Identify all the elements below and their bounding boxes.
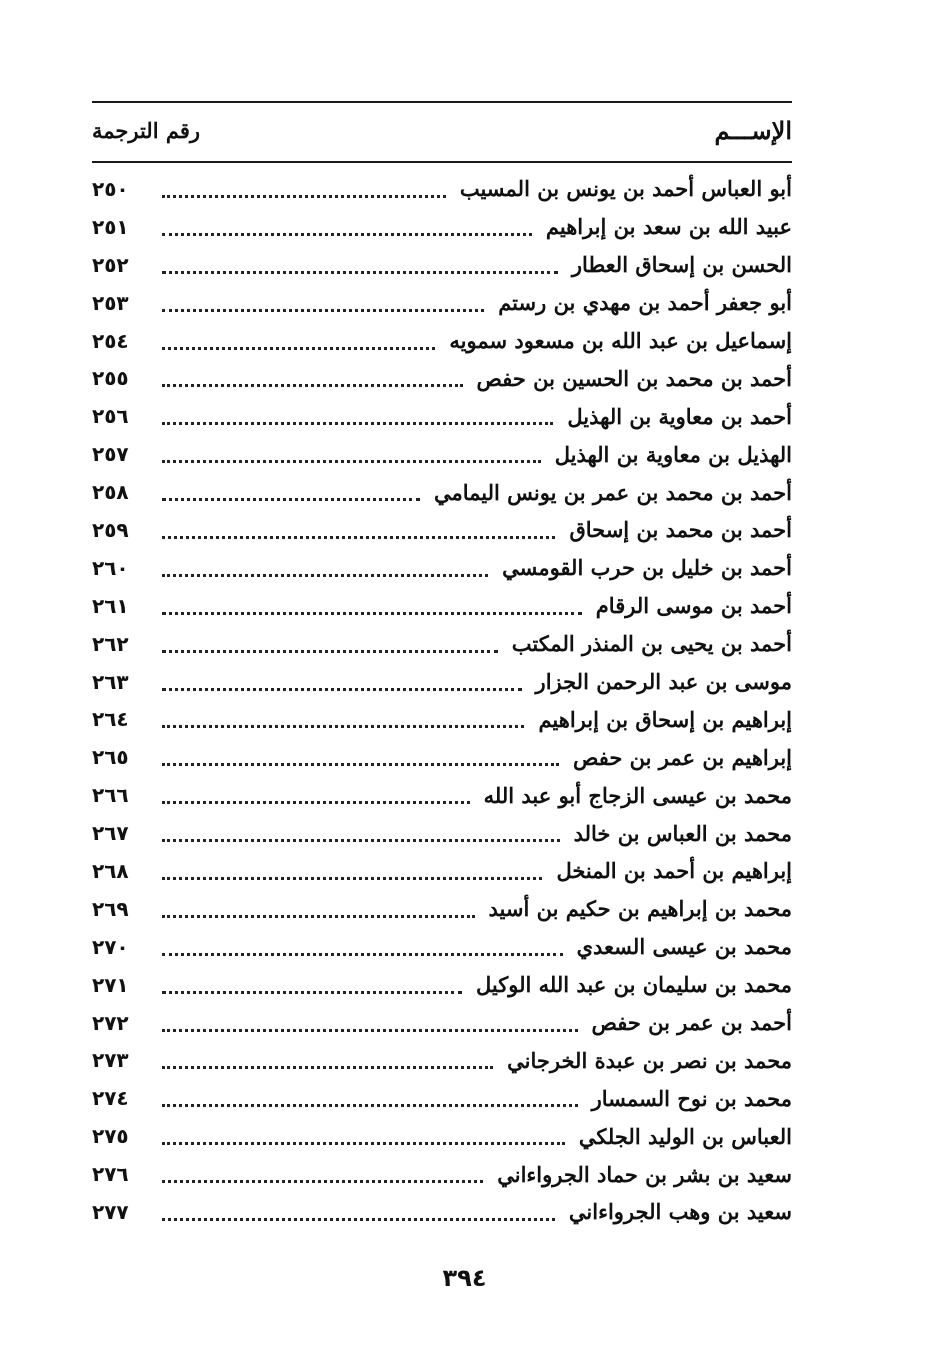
dot-leader	[162, 1159, 483, 1183]
entry-number: ٢٧٧	[92, 1199, 129, 1224]
entry-name: الحسن بن إسحاق العطار	[571, 252, 792, 278]
dot-leader	[162, 932, 563, 956]
list-item	[92, 284, 792, 322]
table-header	[92, 116, 792, 150]
entry-name: أحمد بن محمد بن عمر بن يونس اليمامي	[433, 479, 792, 505]
list-item	[92, 1004, 792, 1042]
entry-number: ٢٦٤	[92, 707, 129, 732]
entry-number: ٢٧٦	[92, 1162, 129, 1187]
number-column-heading: رقم الترجمة	[92, 118, 201, 143]
entry-name: أبو العباس أحمد بن يونس بن المسيب	[459, 176, 792, 202]
entry-name: العباس بن الوليد الجلكي	[578, 1123, 792, 1149]
entry-number: ٢٦٩	[92, 896, 129, 921]
list-item	[92, 359, 792, 397]
entry-number: ٢٦٧	[92, 821, 129, 846]
index-list	[92, 170, 792, 1231]
dot-leader	[162, 288, 484, 312]
dot-leader	[162, 553, 488, 577]
dot-leader	[162, 667, 522, 691]
entry-name: سعيد بن وهب الجرواءاني	[568, 1199, 792, 1225]
dot-leader	[162, 174, 446, 198]
entry-number: ٢٦٦	[92, 783, 129, 808]
entry-number: ٢٥٩	[92, 517, 129, 542]
entry-number: ٢٥٧	[92, 442, 129, 467]
entry-name: محمد بن عيسى الزجاج أبو عبد الله	[483, 782, 792, 808]
dot-leader	[162, 894, 475, 918]
list-item	[92, 246, 792, 284]
dot-leader	[162, 1083, 578, 1107]
list-item	[92, 852, 792, 890]
entry-name: الهذيل بن معاوية بن الهذيل	[554, 441, 792, 467]
list-item	[92, 435, 792, 473]
entry-name: أحمد بن موسى الرقام	[595, 593, 792, 619]
dot-leader	[162, 439, 541, 463]
entry-name: إسماعيل بن عبد الله بن مسعود سمويه	[449, 328, 792, 353]
dot-leader	[162, 250, 558, 274]
entry-name: إبراهيم بن عمر بن حفص	[573, 744, 792, 770]
entry-number: ٢٥٦	[92, 404, 129, 429]
entry-number: ٢٥٥	[92, 366, 129, 391]
list-item	[92, 170, 792, 208]
top-rule	[92, 101, 792, 103]
entry-name: محمد بن سليمان بن عبد الله الوكيل	[476, 972, 792, 998]
list-item	[92, 1117, 792, 1155]
list-item	[92, 1193, 792, 1231]
entry-name: محمد بن نوح السمسار	[591, 1085, 792, 1111]
list-item	[92, 700, 792, 738]
entry-number: ٢٧٢	[92, 1010, 129, 1035]
list-item	[92, 738, 792, 776]
list-item	[92, 625, 792, 663]
dot-leader	[162, 970, 462, 994]
dot-leader	[162, 856, 542, 880]
entry-number: ٢٦٢	[92, 631, 129, 656]
entry-name: محمد بن نصر بن عبدة الخرجاني	[507, 1047, 792, 1073]
entry-name: أحمد بن عمر بن حفص	[591, 1010, 792, 1036]
entry-number: ٢٦١	[92, 593, 129, 618]
entry-number: ٢٦٠	[92, 555, 129, 580]
dot-leader	[162, 326, 435, 350]
list-item	[92, 1041, 792, 1079]
dot-leader	[162, 1197, 555, 1221]
list-item	[92, 511, 792, 549]
list-item	[92, 208, 792, 246]
list-item	[92, 322, 792, 360]
dot-leader	[162, 742, 559, 766]
page-number: ٣٩٤	[442, 1264, 487, 1292]
dot-leader	[162, 1121, 565, 1145]
entry-name: محمد بن العباس بن خالد	[573, 820, 792, 846]
dot-leader	[162, 401, 553, 425]
list-item	[92, 928, 792, 966]
dot-leader	[162, 704, 524, 728]
dot-leader	[162, 1008, 578, 1032]
dot-leader	[162, 212, 532, 236]
list-item	[92, 890, 792, 928]
dot-leader	[162, 363, 463, 387]
entry-number: ٢٧١	[92, 972, 129, 997]
list-item	[92, 663, 792, 701]
entry-number: ٢٦٣	[92, 669, 129, 694]
entry-name: أحمد بن معاوية بن الهذيل	[567, 403, 792, 429]
list-item	[92, 473, 792, 511]
entry-name: سعيد بن بشر بن حماد الجرواءاني	[497, 1161, 792, 1187]
entry-number: ٢٦٨	[92, 858, 129, 883]
entry-number: ٢٥٠	[92, 176, 129, 201]
entry-name: أبو جعفر أحمد بن مهدي بن رستم	[498, 290, 792, 316]
dot-leader	[162, 591, 582, 615]
entry-name: عبيد الله بن سعد بن إبراهيم	[545, 214, 792, 240]
name-column-heading: الإســـم	[714, 116, 792, 145]
list-item	[92, 587, 792, 625]
entry-name: محمد بن إبراهيم بن حكيم بن أسيد	[488, 896, 792, 922]
entry-name: أحمد بن خليل بن حرب القومسي	[502, 555, 792, 581]
entry-name: أحمد بن محمد بن إسحاق	[569, 517, 792, 543]
entry-number: ٢٧٤	[92, 1086, 129, 1111]
entry-name: محمد بن عيسى السعدي	[576, 934, 792, 960]
entry-name: أحمد بن محمد بن الحسين بن حفص	[476, 365, 792, 391]
entry-number: ٢٥٨	[92, 480, 129, 505]
dot-leader	[162, 629, 498, 653]
dot-leader	[162, 477, 420, 501]
dot-leader	[162, 780, 470, 804]
entry-name: إبراهيم بن إسحاق بن إبراهيم	[538, 706, 792, 732]
list-item	[92, 1079, 792, 1117]
entry-number: ٢٥١	[92, 214, 129, 239]
list-item	[92, 549, 792, 587]
list-item	[92, 814, 792, 852]
dot-leader	[162, 1045, 493, 1069]
list-item	[92, 776, 792, 814]
entry-number: ٢٥٢	[92, 252, 129, 277]
entry-number: ٢٧٥	[92, 1124, 129, 1149]
entry-number: ٢٥٣	[92, 290, 129, 315]
entry-number: ٢٦٥	[92, 745, 129, 770]
entry-number: ٢٧٣	[92, 1048, 129, 1073]
entry-name: موسى بن عبد الرحمن الجزار	[535, 669, 792, 695]
list-item	[92, 966, 792, 1004]
entry-number: ٢٧٠	[92, 934, 129, 959]
entry-name: أحمد بن يحيى بن المنذر المكتب	[511, 631, 792, 657]
list-item	[92, 1155, 792, 1193]
list-item	[92, 397, 792, 435]
header-rule	[92, 161, 792, 163]
entry-number: ٢٥٤	[92, 328, 129, 353]
entry-name: إبراهيم بن أحمد بن المنخل	[556, 858, 792, 884]
dot-leader	[162, 515, 555, 539]
dot-leader	[162, 818, 560, 842]
